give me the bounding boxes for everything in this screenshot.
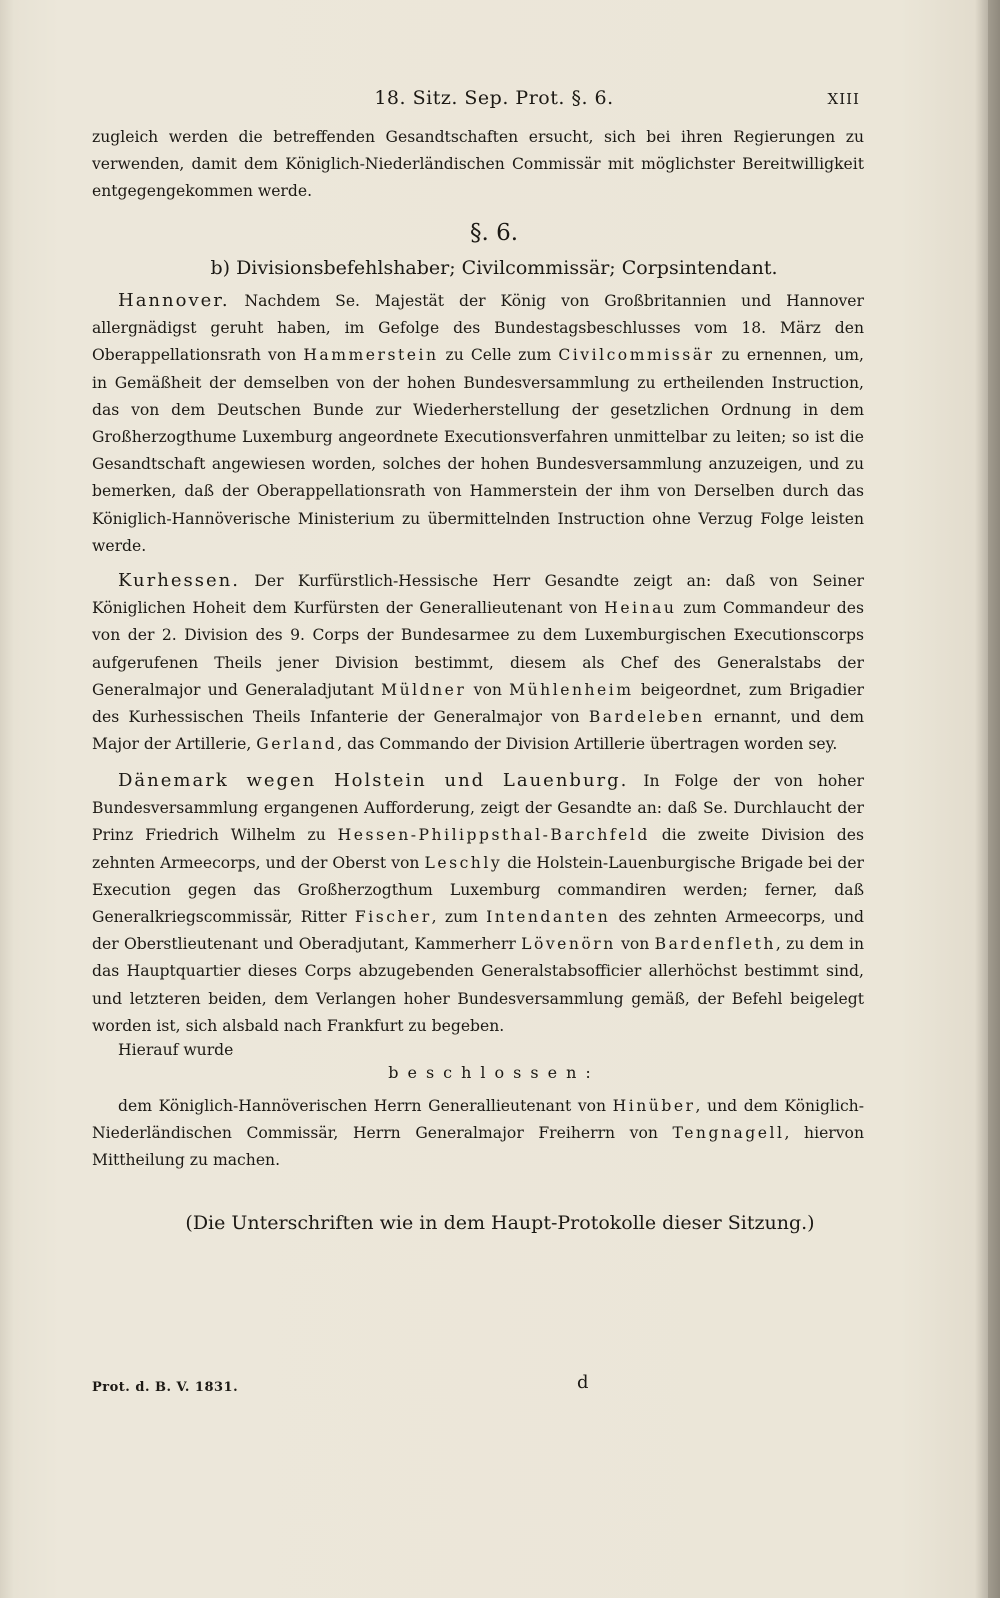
spaced-name: Fischer [354,908,432,927]
text-run: zum Commandeur des von der 2. Division des 9. Corps der Bundesarmee zu dem Luxemburgischen Executionscorps aufgerufenen Theils jener Division bestimmt, diesem als Chef des Generalstabs der Generalmajor und Generaladjutant [92,599,864,699]
resolution-paragraph [92,1093,864,1175]
spaced-name: Mühlenheim [509,680,634,699]
text-run: dem Königlich-Hannöverischen Herrn Generallieutenant von [118,1097,613,1115]
paragraph-daenemark-text [92,767,864,1040]
footer-signature-line: Prot. d. B. V. 1831. [92,1380,239,1395]
spaced-name: Müldner [381,680,467,699]
text-run: , und dem Königlich-Niederländischen Commissär, Herrn Generalmajor Freiherrn von [92,1097,864,1143]
text-run: die Holstein-Lauenburgische Brigade bei der Execution gegen das Großherzogthum Luxemburg commandiren werden; ferner, daß Generalkriegscommissär, Ritter [92,853,864,927]
text-run: Der Kurfürstlich-Hessische Herr Gesandte zeigt an: daß von Seiner Königlichen Hoheit dem Kurfürsten der Generallieutenant von [92,572,864,618]
state-name: Kurhessen. [118,570,240,591]
paragraph-hannover-text [92,287,864,560]
resolution-word: beschlossen: [388,1063,600,1082]
text-run: des zehnten Armeecorps, und der Oberstlieutenant und Oberadjutant, Kammerherr [92,908,864,954]
header-title: 18. Sitz. Sep. Prot. §. 6. [374,87,614,109]
footer-signature-mark: d [577,1372,589,1393]
state-name: Hannover. [118,290,230,311]
text-run: ernannt, und dem Major der Artillerie, [92,708,864,754]
page-edge [988,0,1000,1598]
spaced-name: Hinüber [612,1097,696,1115]
text-run: zu Celle zum [438,346,559,365]
spaced-name: Lövenörn [521,935,616,954]
paragraph-daenemark [92,767,864,1040]
state-name: Dänemark wegen Holstein und Lauenburg. [118,770,629,791]
text-run: von [466,680,510,699]
continuation-paragraph [92,124,864,206]
text-run: In Folge der von hoher Bundesversammlung ergangenen Aufforderung, zeigt der Gesandte an: daß Se. Durchlaucht der Prinz Friedrich Wilhelm zu [92,772,864,845]
running-header [0,87,988,111]
spaced-name: Civilcommissär [558,346,715,365]
paragraph-kurhessen-text [92,567,864,758]
text-run: , zum [431,908,487,927]
continuation-text: zugleich werden die betreffenden Gesandtschaften ersucht, sich bei ihren Regierungen zu verwenden, damit dem Königlich-Niederländischen Commissär mit möglichster Bereitwilligkeit entgegengekommen werde. [92,128,864,201]
text-run: , zu dem in das Hauptquartier dieses Corps abzugebenden Generalstabsofficier allerhöchst bestimmt sind, und letzteren beiden, dem Verlangen hoher Bundesversammlung gemäß, der Befehl beigelegt worden ist, sich alsbald nach Frankfurt zu begeben. [92,935,864,1035]
text-run: die zweite Division des zehnten Armeecorps, und der Oberst von [92,826,864,872]
resolution-text [92,1093,864,1175]
spaced-name: Gerland [256,735,338,754]
text-run: zu ernennen, um, in Gemäßheit der demselben von der hohen Bundesversammlung zu ertheilenden Instruction, das von dem Deutschen Bunde zur Wiederherstellung der gesetzlichen Ordnung in dem Großherzogthume Luxemburg angeordnete Executionsverfahren unmittelbar zu leiten; so ist die Gesandtschaft angewiesen worden, solches der hohen Bundesversammlung anzuzeigen, und zu bemerken, daß der Oberappellationsrath von Hammerstein der ihm von Derselben durch das Königlich-Hannöverische Ministerium zu übermittelnden Instruction ohne Verzug Folge leisten werde. [92,346,864,555]
spaced-name: Bardeleben [588,708,705,727]
paragraph-hierauf [92,1037,864,1064]
spaced-name: Intendanten [486,908,611,927]
paragraph-hierauf-text: Hierauf wurde [118,1041,234,1059]
section-sign: §. 6. [469,220,519,246]
text-run: beigeordnet, zum Brigadier des Kurhessischen Theils Infanterie der Generalmajor von [92,680,865,727]
spaced-name: Bardenfleth [654,935,776,954]
spaced-name: Tengnagell [672,1124,785,1143]
section-heading: b) Divisionsbefehlshaber; Civilcommissär; Corpsintendant. [210,257,778,279]
paragraph-kurhessen [92,567,864,758]
spaced-name: Heinau [604,599,677,618]
page-number: XIII [827,90,860,108]
text-run: , hiervon Mittheilung zu machen. [92,1124,864,1170]
spaced-name: Leschly [424,853,503,872]
text-run: von [615,935,655,954]
text-run: Nachdem Se. Majestät der König von Großbritannien und Hannover allergnädigst geruht haben, im Gefolge des Bundestagsbeschlusses vom 18. März den Oberappellationsrath von [92,292,864,365]
closing-note: (Die Unterschriften wie in dem Haupt-Protokolle dieser Sitzung.) [185,1212,815,1234]
spaced-name: Hammerstein [303,346,439,365]
paragraph-hannover [92,287,864,560]
text-run: , das Commando der Division Artillerie übertragen worden sey. [337,735,838,754]
spaced-name: Hessen-Philippsthal-Barchfeld [337,826,650,845]
